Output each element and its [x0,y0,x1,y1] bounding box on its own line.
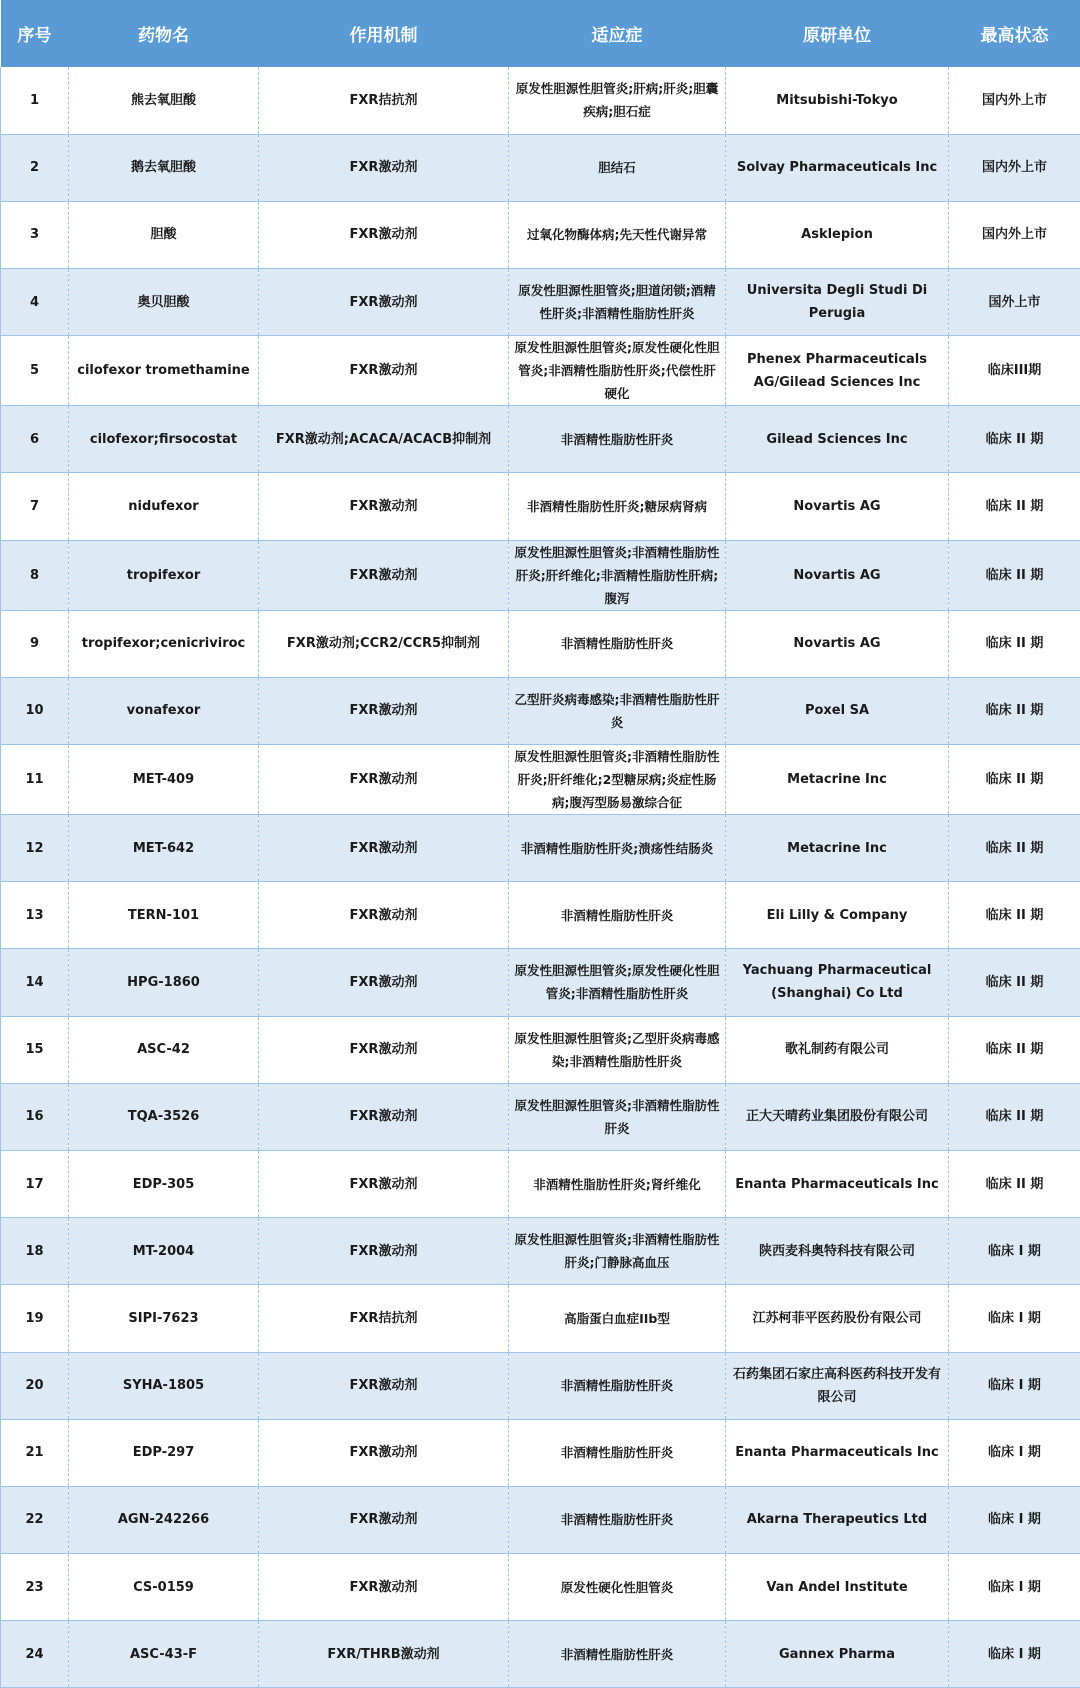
table-row [1,1150,1080,1217]
cell-originator: Akarna Therapeutics Ltd [726,1486,949,1553]
cell-indication: 非酒精性脂肪性肝炎;溃疡性结肠炎 [509,815,726,882]
cell-index: 7 [1,473,69,540]
cell-originator: Gannex Pharma [726,1621,949,1688]
cell-index: 24 [1,1621,69,1688]
cell-drug-name: CS-0159 [69,1554,259,1621]
cell-mechanism: FXR激动剂 [259,201,509,268]
cell-indication: 非酒精性脂肪性肝炎 [509,1621,726,1688]
cell-status: 临床 I 期 [949,1621,1080,1688]
cell-drug-name: EDP-297 [69,1419,259,1486]
cell-mechanism: FXR激动剂 [259,1016,509,1083]
cell-mechanism: FXR激动剂 [259,540,509,610]
cell-originator: Van Andel Institute [726,1554,949,1621]
cell-index: 8 [1,540,69,610]
cell-originator: Asklepion [726,201,949,268]
table-row [1,336,1080,406]
table-row [1,201,1080,268]
table-row [1,269,1080,336]
cell-status: 国外上市 [949,269,1080,336]
cell-index: 18 [1,1218,69,1285]
cell-index: 6 [1,406,69,473]
table-row [1,1621,1080,1688]
cell-originator: Universita Degli Studi Di Perugia [726,269,949,336]
cell-status: 临床 II 期 [949,745,1080,815]
cell-status: 临床 II 期 [949,1083,1080,1150]
table-row [1,406,1080,473]
cell-drug-name: 胆酸 [69,201,259,268]
table-row [1,882,1080,949]
table-row [1,1218,1080,1285]
cell-originator: Gilead Sciences Inc [726,406,949,473]
cell-drug-name: TERN-101 [69,882,259,949]
cell-status: 临床 I 期 [949,1419,1080,1486]
cell-mechanism: FXR激动剂 [259,815,509,882]
cell-index: 14 [1,949,69,1016]
cell-status: 国内外上市 [949,67,1080,134]
cell-status: 临床 I 期 [949,1486,1080,1553]
header-indication: 适应症 [509,0,726,67]
cell-originator: Solvay Pharmaceuticals Inc [726,134,949,201]
cell-mechanism: FXR/THRB激动剂 [259,1621,509,1688]
cell-index: 23 [1,1554,69,1621]
cell-index: 1 [1,67,69,134]
cell-mechanism: FXR激动剂;CCR2/CCR5抑制剂 [259,610,509,677]
cell-index: 5 [1,336,69,406]
cell-status: 临床 I 期 [949,1285,1080,1352]
cell-originator: Phenex Pharmaceuticals AG/Gilead Sciences Inc [726,336,949,406]
cell-drug-name: MT-2004 [69,1218,259,1285]
table-body [1,67,1080,1688]
cell-index: 9 [1,610,69,677]
cell-status: 临床 II 期 [949,473,1080,540]
table-row [1,677,1080,744]
cell-originator: Eli Lilly & Company [726,882,949,949]
cell-drug-name: MET-409 [69,745,259,815]
table-row [1,540,1080,610]
cell-indication: 非酒精性脂肪性肝炎 [509,610,726,677]
cell-indication: 非酒精性脂肪性肝炎;糖尿病肾病 [509,473,726,540]
table-row [1,134,1080,201]
cell-drug-name: cilofexor;firsocostat [69,406,259,473]
table-row [1,67,1080,134]
cell-drug-name: ASC-42 [69,1016,259,1083]
cell-status: 临床 II 期 [949,882,1080,949]
cell-indication: 原发性胆源性胆管炎;原发性硬化性胆管炎;非酒精性脂肪性肝炎 [509,949,726,1016]
cell-originator: Novartis AG [726,610,949,677]
header-status: 最高状态 [949,0,1080,67]
cell-status: 临床 II 期 [949,815,1080,882]
cell-mechanism: FXR激动剂 [259,473,509,540]
cell-index: 22 [1,1486,69,1553]
cell-status: 国内外上市 [949,201,1080,268]
cell-originator: 正大天晴药业集团股份有限公司 [726,1083,949,1150]
table-row [1,1083,1080,1150]
cell-indication: 原发性胆源性胆管炎;非酒精性脂肪性肝炎;肝纤维化;非酒精性脂肪性肝病;腹泻 [509,540,726,610]
table-row [1,1016,1080,1083]
cell-drug-name: EDP-305 [69,1150,259,1217]
table-row [1,610,1080,677]
cell-indication: 非酒精性脂肪性肝炎 [509,882,726,949]
cell-indication: 高脂蛋白血症IIb型 [509,1285,726,1352]
cell-mechanism: FXR激动剂 [259,134,509,201]
cell-originator: Mitsubishi-Tokyo [726,67,949,134]
cell-indication: 原发性胆源性胆管炎;非酒精性脂肪性肝炎 [509,1083,726,1150]
cell-indication: 原发性硬化性胆管炎 [509,1554,726,1621]
cell-index: 12 [1,815,69,882]
cell-indication: 原发性胆源性胆管炎;肝病;肝炎;胆囊疾病;胆石症 [509,67,726,134]
cell-originator: 石药集团石家庄高科医药科技开发有限公司 [726,1352,949,1419]
header-originator: 原研单位 [726,0,949,67]
cell-index: 3 [1,201,69,268]
table-row [1,745,1080,815]
cell-mechanism: FXR拮抗剂 [259,1285,509,1352]
cell-index: 21 [1,1419,69,1486]
cell-indication: 原发性胆源性胆管炎;原发性硬化性胆管炎;非酒精性脂肪性肝炎;代偿性肝硬化 [509,336,726,406]
cell-mechanism: FXR激动剂 [259,1352,509,1419]
cell-indication: 乙型肝炎病毒感染;非酒精性脂肪性肝炎 [509,677,726,744]
cell-drug-name: tropifexor [69,540,259,610]
cell-mechanism: FXR激动剂 [259,949,509,1016]
cell-index: 17 [1,1150,69,1217]
cell-drug-name: 鹅去氧胆酸 [69,134,259,201]
header-mechanism: 作用机制 [259,0,509,67]
cell-index: 20 [1,1352,69,1419]
cell-originator: Yachuang Pharmaceutical (Shanghai) Co Ltd [726,949,949,1016]
cell-drug-name: nidufexor [69,473,259,540]
cell-index: 15 [1,1016,69,1083]
table-row [1,1419,1080,1486]
cell-originator: Metacrine Inc [726,745,949,815]
cell-drug-name: vonafexor [69,677,259,744]
cell-status: 国内外上市 [949,134,1080,201]
cell-mechanism: FXR激动剂;ACACA/ACACB抑制剂 [259,406,509,473]
cell-indication: 非酒精性脂肪性肝炎 [509,406,726,473]
cell-status: 临床 I 期 [949,1218,1080,1285]
cell-drug-name: SIPI-7623 [69,1285,259,1352]
cell-drug-name: 奥贝胆酸 [69,269,259,336]
cell-indication: 原发性胆源性胆管炎;非酒精性脂肪性肝炎;门静脉高血压 [509,1218,726,1285]
cell-status: 临床III期 [949,336,1080,406]
cell-drug-name: 熊去氧胆酸 [69,67,259,134]
cell-index: 2 [1,134,69,201]
cell-drug-name: tropifexor;cenicriviroc [69,610,259,677]
cell-mechanism: FXR拮抗剂 [259,67,509,134]
cell-drug-name: ASC-43-F [69,1621,259,1688]
cell-indication: 非酒精性脂肪性肝炎;肾纤维化 [509,1150,726,1217]
cell-mechanism: FXR激动剂 [259,1150,509,1217]
cell-originator: Metacrine Inc [726,815,949,882]
cell-indication: 原发性胆源性胆管炎;乙型肝炎病毒感染;非酒精性脂肪性肝炎 [509,1016,726,1083]
cell-status: 临床 II 期 [949,610,1080,677]
cell-status: 临床 II 期 [949,406,1080,473]
cell-originator: Enanta Pharmaceuticals Inc [726,1150,949,1217]
cell-originator: 歌礼制药有限公司 [726,1016,949,1083]
cell-mechanism: FXR激动剂 [259,745,509,815]
cell-status: 临床 II 期 [949,677,1080,744]
cell-mechanism: FXR激动剂 [259,336,509,406]
cell-index: 11 [1,745,69,815]
cell-indication: 原发性胆源性胆管炎;胆道闭锁;酒精性肝炎;非酒精性脂肪性肝炎 [509,269,726,336]
cell-originator: Novartis AG [726,540,949,610]
cell-status: 临床 II 期 [949,540,1080,610]
table-row [1,473,1080,540]
table-row [1,1285,1080,1352]
cell-drug-name: SYHA-1805 [69,1352,259,1419]
cell-indication: 非酒精性脂肪性肝炎 [509,1352,726,1419]
cell-mechanism: FXR激动剂 [259,677,509,744]
cell-index: 16 [1,1083,69,1150]
table-row [1,815,1080,882]
cell-mechanism: FXR激动剂 [259,1486,509,1553]
cell-status: 临床 II 期 [949,949,1080,1016]
cell-originator: Poxel SA [726,677,949,744]
header-row [1,0,1080,67]
cell-indication: 过氧化物酶体病;先天性代谢异常 [509,201,726,268]
cell-originator: 江苏柯菲平医药股份有限公司 [726,1285,949,1352]
table-header [1,0,1080,67]
cell-indication: 非酒精性脂肪性肝炎 [509,1419,726,1486]
cell-drug-name: HPG-1860 [69,949,259,1016]
cell-indication: 胆结石 [509,134,726,201]
cell-drug-name: cilofexor tromethamine [69,336,259,406]
cell-index: 19 [1,1285,69,1352]
cell-mechanism: FXR激动剂 [259,269,509,336]
table-row [1,1554,1080,1621]
cell-status: 临床 I 期 [949,1554,1080,1621]
cell-index: 10 [1,677,69,744]
table-row [1,949,1080,1016]
cell-indication: 原发性胆源性胆管炎;非酒精性脂肪性肝炎;肝纤维化;2型糖尿病;炎症性肠病;腹泻型肠易激综合征 [509,745,726,815]
table-row [1,1486,1080,1553]
cell-originator: Enanta Pharmaceuticals Inc [726,1419,949,1486]
table-row [1,1352,1080,1419]
cell-mechanism: FXR激动剂 [259,1554,509,1621]
cell-drug-name: TQA-3526 [69,1083,259,1150]
cell-status: 临床 I 期 [949,1352,1080,1419]
cell-status: 临床 II 期 [949,1150,1080,1217]
cell-originator: 陕西麦科奥特科技有限公司 [726,1218,949,1285]
cell-drug-name: MET-642 [69,815,259,882]
cell-index: 4 [1,269,69,336]
cell-index: 13 [1,882,69,949]
cell-mechanism: FXR激动剂 [259,882,509,949]
cell-status: 临床 II 期 [949,1016,1080,1083]
cell-mechanism: FXR激动剂 [259,1218,509,1285]
cell-mechanism: FXR激动剂 [259,1083,509,1150]
header-index: 序号 [1,0,69,67]
cell-drug-name: AGN-242266 [69,1486,259,1553]
cell-indication: 非酒精性脂肪性肝炎 [509,1486,726,1553]
header-drug-name: 药物名 [69,0,259,67]
cell-originator: Novartis AG [726,473,949,540]
cell-mechanism: FXR激动剂 [259,1419,509,1486]
